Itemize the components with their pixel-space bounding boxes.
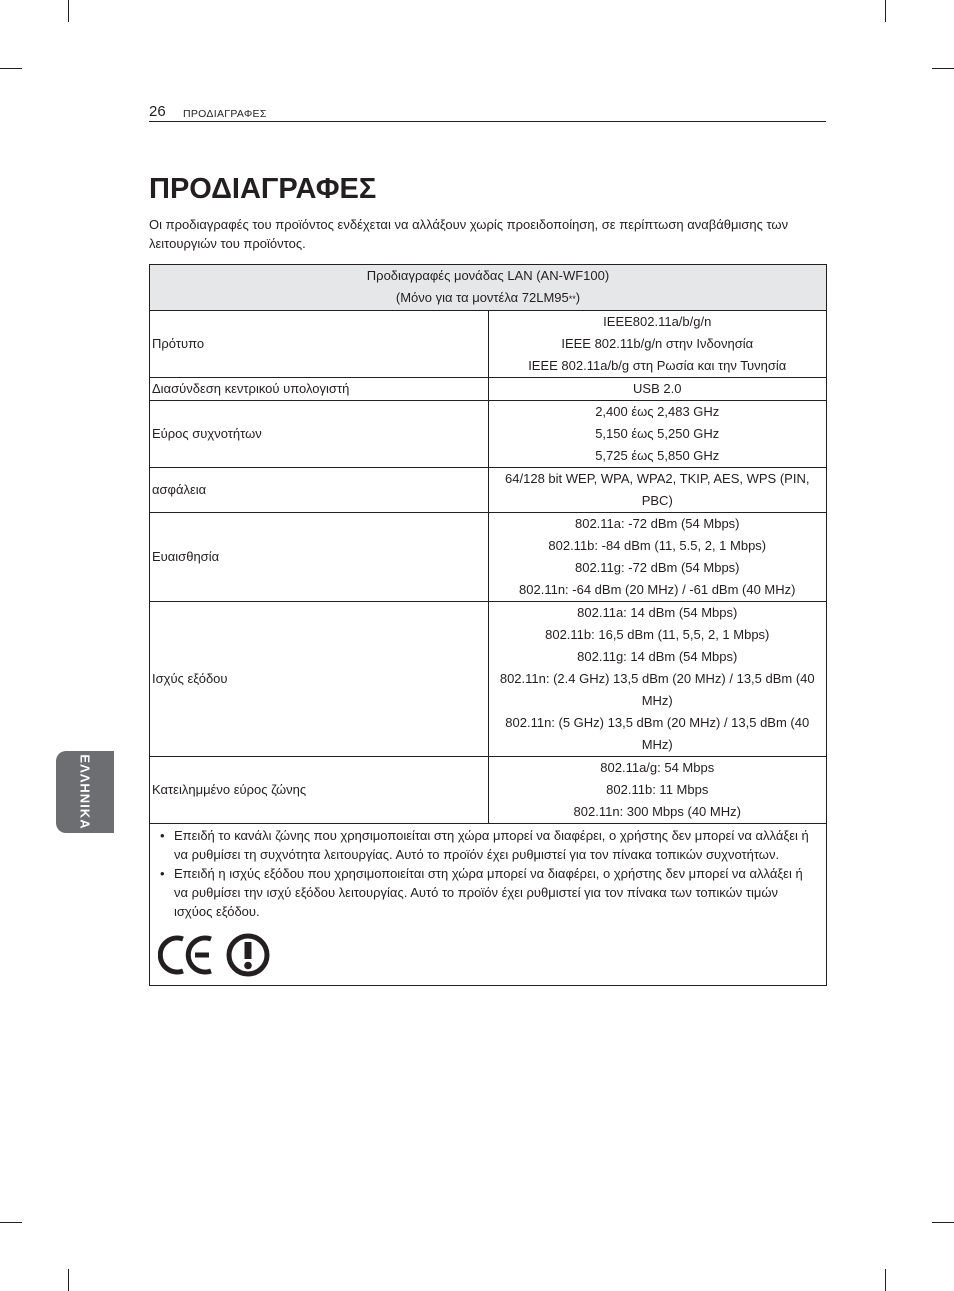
table-heading-line1: Προδιαγραφές μονάδας LAN (AN-WF100) <box>366 268 610 283</box>
crop-mark <box>885 0 886 22</box>
value-line: IEEE 802.11a/b/g στη Ρωσία και την Τυνησία <box>528 358 787 373</box>
value-line: IEEE802.11a/b/g/n <box>603 314 712 329</box>
value-line: 802.11a: 14 dBm (54 Mbps) <box>577 605 738 620</box>
row-label: ασφάλεια <box>150 468 489 513</box>
value-line: 802.11b: -84 dBm (11, 5.5, 2, 1 Mbps) <box>548 538 767 553</box>
running-header: ΠΡΟΔΙΑΓΡΑΦΕΣ <box>183 108 267 120</box>
value-line: 802.11a/g: 54 Mbps <box>600 760 715 775</box>
table-heading <box>150 265 827 311</box>
value-line: IEEE 802.11b/g/n στην Ινδονησία <box>561 336 754 351</box>
row-label: Ισχύς εξόδου <box>150 602 489 757</box>
crop-mark <box>0 68 22 69</box>
table-row <box>150 468 827 513</box>
notes-cell <box>150 824 827 986</box>
table-row <box>150 602 827 757</box>
value-line: 2,400 έως 2,483 GHz <box>595 404 720 419</box>
row-value <box>488 468 827 513</box>
table-row <box>150 378 827 401</box>
certification-logos <box>158 933 816 977</box>
row-value <box>488 401 827 468</box>
table-row <box>150 401 827 468</box>
row-value <box>488 602 827 757</box>
value-line: 802.11n: -64 dBm (20 MHz) / -61 dBm (40 MHz) <box>519 582 796 597</box>
crop-mark <box>0 1222 22 1223</box>
row-value <box>488 378 827 401</box>
value-line: 802.11b: 16,5 dBm (11, 5,5, 2, 1 Mbps) <box>545 627 770 642</box>
header-rule <box>149 121 826 122</box>
ce-mark-icon <box>158 934 216 976</box>
value-line: 802.11n: 300 Mbps (40 MHz) <box>573 804 741 819</box>
spec-table <box>149 264 827 986</box>
row-value <box>488 513 827 602</box>
notes-row <box>150 824 827 986</box>
row-label: Διασύνδεση κεντρικού υπολογιστή <box>150 378 489 401</box>
crop-mark <box>68 0 69 22</box>
table-heading-row <box>150 265 827 311</box>
table-row <box>150 513 827 602</box>
table-heading-line2: (Μόνο για τα μοντέλα 72LM95**) <box>395 290 581 305</box>
intro-paragraph: Οι προδιαγραφές του προϊόντος ενδέχεται να αλλάξουν χωρίς προειδοποίηση, σε περίπτωση αναβάθμισης των λειτουργιών του προϊόντος. <box>149 217 789 251</box>
row-value <box>488 311 827 378</box>
row-label: Εύρος συχνοτήτων <box>150 401 489 468</box>
value-line: 802.11n: (2.4 GHz) 13,5 dBm (20 MHz) / 13,5 dBm (40 MHz) <box>499 671 815 708</box>
crop-mark <box>885 1269 886 1291</box>
row-label: Κατειλημμένο εύρος ζώνης <box>150 757 489 824</box>
model-wildcard: ** <box>568 294 576 304</box>
row-label: Πρότυπο <box>150 311 489 378</box>
language-tab-label: ΕΛΛΗΝΙΚΑ <box>77 754 93 830</box>
language-tab <box>56 751 114 833</box>
value-line: USB 2.0 <box>633 381 682 396</box>
row-label: Ευαισθησία <box>150 513 489 602</box>
value-line: 802.11n: (5 GHz) 13,5 dBm (20 MHz) / 13,5 dBm (40 MHz) <box>505 715 810 752</box>
note-item: • Επειδή η ισχύς εξόδου που χρησιμοποιείται στη χώρα μπορεί να διαφέρει, ο χρήστης δεν μπορεί να αλλάξει ή να ρυθμίσει την ισχύ εξόδου λειτουργίας. Αυτό το προϊόν έχει ρυθμιστεί για τον πίνακα των τοπικών τιμών ισχύος εξόδου. <box>158 864 816 921</box>
value-line: 64/128 bit WEP, WPA, WPA2, TKIP, AES, WPS (PIN, PBC) <box>505 471 810 508</box>
value-line: 802.11b: 11 Mbps <box>606 782 709 797</box>
value-line: 5,150 έως 5,250 GHz <box>595 426 720 441</box>
table-row <box>150 757 827 824</box>
crop-mark <box>932 68 954 69</box>
crop-mark <box>68 1269 69 1291</box>
value-line: 5,725 έως 5,850 GHz <box>595 448 720 463</box>
page-number: 26 <box>149 103 166 120</box>
page-title: ΠΡΟΔΙΑΓΡΑΦΕΣ <box>149 173 377 205</box>
value-line: 802.11a: -72 dBm (54 Mbps) <box>574 516 740 531</box>
table-row <box>150 311 827 378</box>
alert-circle-icon <box>226 933 270 977</box>
notes-list <box>158 826 816 921</box>
value-line: 802.11g: 14 dBm (54 Mbps) <box>577 649 738 664</box>
crop-mark <box>932 1222 954 1223</box>
note-item: • Επειδή το κανάλι ζώνης που χρησιμοποιείται στη χώρα μπορεί να διαφέρει, ο χρήστης δεν μπορεί να αλλάξει ή να ρυθμίσει τη συχνότητα λειτουργίας. Αυτό το προϊόν έχει ρυθμιστεί για τον πίνακα τοπικών συχνοτήτων. <box>158 826 816 864</box>
value-line: 802.11g: -72 dBm (54 Mbps) <box>574 560 740 575</box>
row-value <box>488 757 827 824</box>
